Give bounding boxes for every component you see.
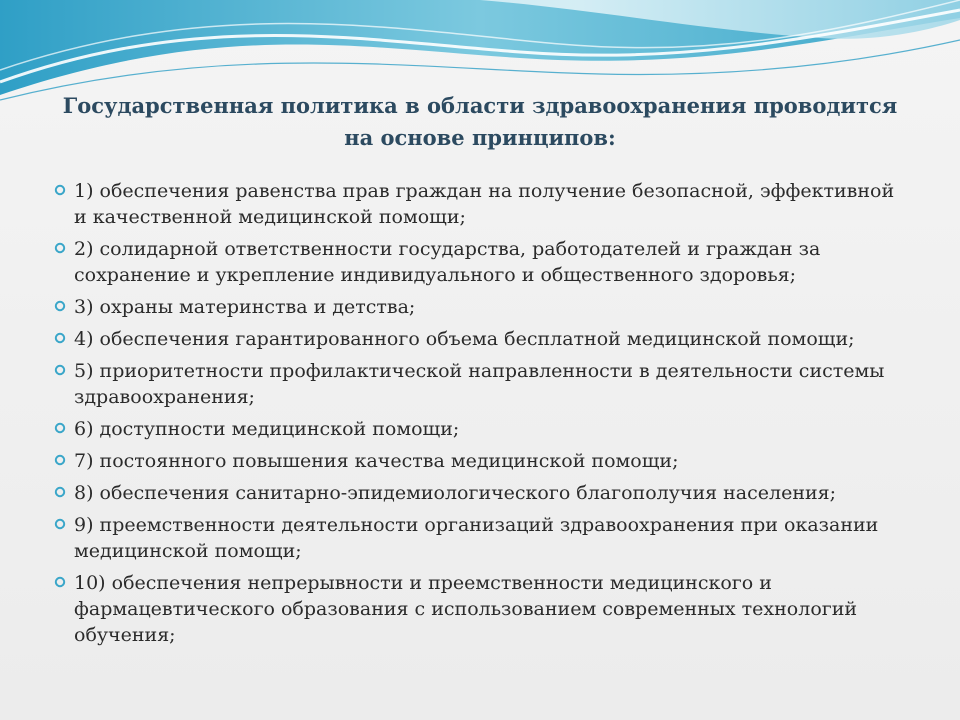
principle-text: 10) обеспечения непрерывности и преемственности медицинского и фармацевтического образования с использованием современных технологий обучения; bbox=[74, 572, 858, 646]
principle-text: 1) обеспечения равенства прав граждан на получение безопасной, эффективной и качественной медицинской помощи; bbox=[74, 180, 895, 228]
principle-text: 3) охраны материнства и детства; bbox=[74, 296, 416, 318]
bullet-icon bbox=[54, 332, 66, 344]
title-line-2: на основе принципов: bbox=[344, 125, 616, 150]
bullet-icon bbox=[54, 300, 66, 312]
principle-text: 9) преемственности деятельности организаций здравоохранения при оказании медицинской помощи; bbox=[74, 514, 879, 562]
principle-text: 6) доступности медицинской помощи; bbox=[74, 418, 460, 440]
principle-text: 4) обеспечения гарантированного объема бесплатной медицинской помощи; bbox=[74, 328, 855, 350]
principle-item bbox=[52, 416, 912, 442]
bullet-icon bbox=[54, 422, 66, 434]
principle-text: 5) приоритетности профилактической направленности в деятельности системы здравоохранения; bbox=[74, 360, 885, 408]
principle-item bbox=[52, 294, 912, 320]
principle-text: 7) постоянного повышения качества медицинской помощи; bbox=[74, 450, 679, 472]
principle-item bbox=[52, 448, 912, 474]
principle-item bbox=[52, 480, 912, 506]
title-line-1: Государственная политика в области здравоохранения проводится bbox=[62, 93, 898, 118]
slide-title bbox=[40, 90, 920, 154]
principle-item bbox=[52, 178, 912, 230]
bullet-icon bbox=[54, 242, 66, 254]
principles-list bbox=[52, 178, 912, 648]
bullet-icon bbox=[54, 576, 66, 588]
bullet-icon bbox=[54, 454, 66, 466]
principle-item bbox=[52, 358, 912, 410]
principles-content bbox=[52, 178, 912, 654]
principle-text: 8) обеспечения санитарно-эпидемиологического благополучия населения; bbox=[74, 482, 837, 504]
bullet-icon bbox=[54, 486, 66, 498]
principle-item bbox=[52, 236, 912, 288]
bullet-icon bbox=[54, 518, 66, 530]
bullet-icon bbox=[54, 364, 66, 376]
principle-item bbox=[52, 326, 912, 352]
principle-text: 2) солидарной ответственности государства, работодателей и граждан за сохранение и укрепление индивидуального и общественного здоровья; bbox=[74, 238, 821, 286]
principle-item bbox=[52, 512, 912, 564]
bullet-icon bbox=[54, 184, 66, 196]
principle-item bbox=[52, 570, 912, 648]
